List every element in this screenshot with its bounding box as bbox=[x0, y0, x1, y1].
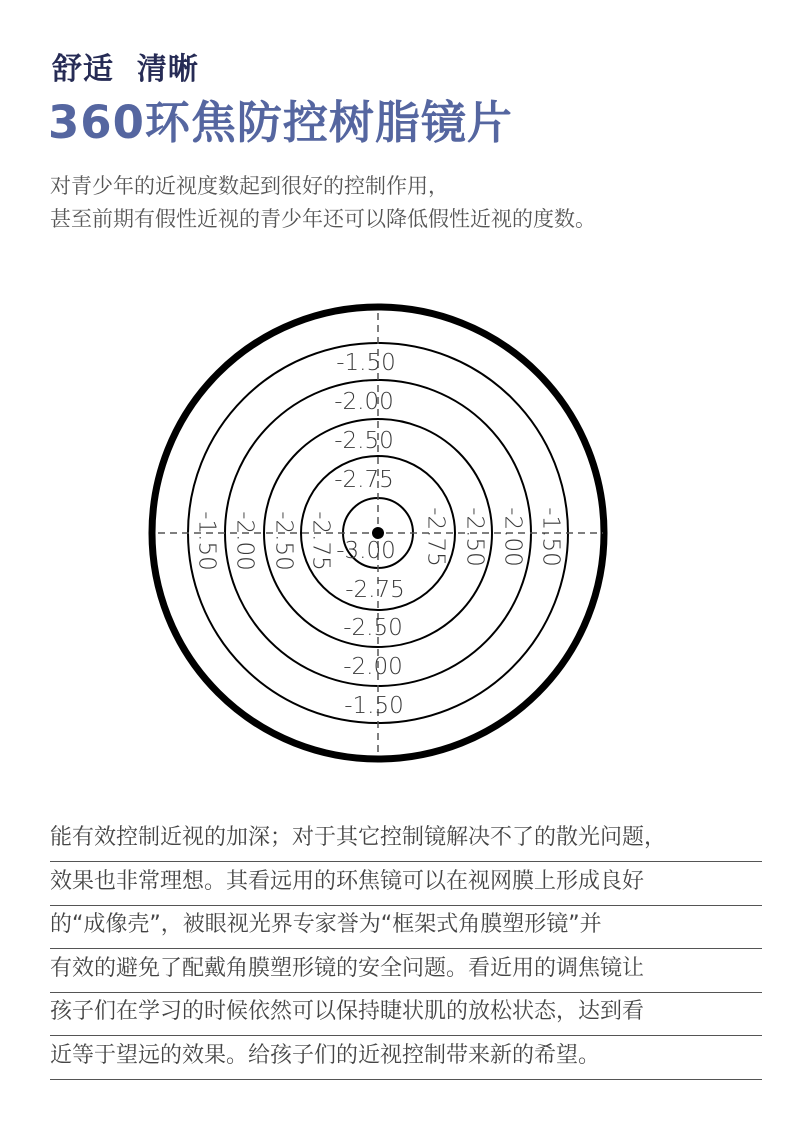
bottom-label: -2.50 bbox=[343, 615, 403, 641]
bottom-label: -2.75 bbox=[345, 577, 405, 603]
center-label: -3.00 bbox=[336, 538, 396, 564]
right-label: -1.50 bbox=[537, 507, 564, 567]
left-label: -1.50 bbox=[193, 511, 220, 571]
description-line: 效果也非常理想。其看远用的环焦镜可以在视网膜上形成良好 bbox=[50, 864, 762, 906]
description-line: 的“成像壳”，被眼视光界专家誉为“框架式角膜塑形镜”并 bbox=[50, 907, 762, 949]
top-label: -2.75 bbox=[334, 467, 394, 493]
page-title: 360环焦防控树脂镜片 bbox=[48, 96, 513, 149]
description-line: 孩子们在学习的时候依然可以保持睫状肌的放松状态，达到看 bbox=[50, 994, 762, 1036]
description-line: 有效的避免了配戴角膜塑形镜的安全问题。看近用的调焦镜让 bbox=[50, 951, 762, 993]
top-label: -1.50 bbox=[336, 350, 396, 376]
intro-line: 甚至前期有假性近视的青少年还可以降低假性近视的度数。 bbox=[50, 207, 596, 231]
left-label: -2.50 bbox=[270, 511, 297, 571]
top-label: -2.50 bbox=[334, 428, 394, 454]
description-line: 能有效控制近视的加深；对于其它控制镜解决不了的散光问题， bbox=[50, 820, 762, 862]
right-label: -2.00 bbox=[499, 507, 526, 567]
description-text bbox=[50, 820, 762, 1081]
right-label: -2.50 bbox=[461, 507, 488, 567]
top-label: -2.00 bbox=[334, 389, 394, 415]
left-label: -2.00 bbox=[231, 511, 258, 571]
right-label: -2.75 bbox=[422, 507, 449, 567]
bottom-label: -1.50 bbox=[344, 693, 404, 719]
description-line: 近等于望远的效果。给孩子们的近视控制带来新的希望。 bbox=[50, 1038, 762, 1080]
intro-line: 对青少年的近视度数起到很好的控制作用， bbox=[50, 174, 449, 198]
subtitle: 舒适 清晰 bbox=[52, 52, 199, 87]
left-label: -2.75 bbox=[307, 511, 334, 571]
bottom-label: -2.00 bbox=[343, 654, 403, 680]
